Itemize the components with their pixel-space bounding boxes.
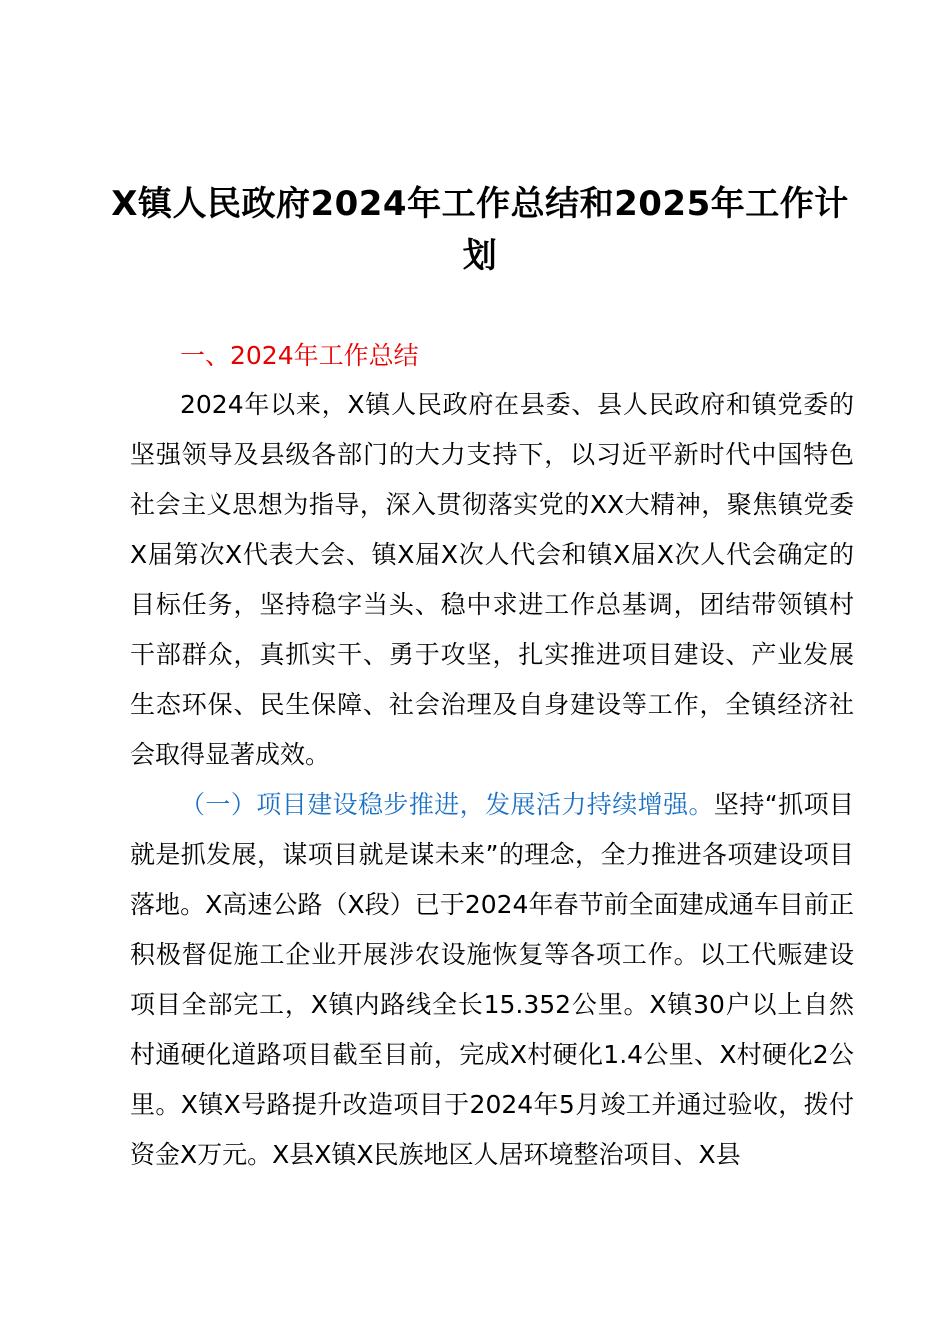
section-heading: 一、2024年工作总结: [180, 341, 419, 370]
intro-paragraph: 2024年以来，X镇人民政府在县委、县人民政府和镇党委的坚强领导及县级各部门的大力支持下，以习近平新时代中国特色社会主义思想为指导，深入贯彻落实党的XX大精神，聚焦镇党委X届第次X代表大会、镇X届X次人代会和镇X届X次人代会确定的目标任务，坚持稳字当头、稳中求进工作总基调，团结带领镇村干部群众，真抓实干、勇于攻坚，扎实推进项目建设、产业发展生态环保、民生保障、社会治理及自身建设等工作，全镇经济社会取得显著成效。: [130, 390, 854, 769]
document-title: X镇人民政府2024年工作总结和2025年工作计划: [111, 184, 849, 276]
subsection-heading: （一）项目建设稳步推进，发展活力持续增强。: [180, 790, 714, 819]
project-paragraph-text: 坚持“抓项目就是抓发展，谋项目就是谋未来”的理念，全力推进各项建设项目落地。X高速公路（X段）已于2024年春节前全面建成通车目前正积极督促施工企业开展涉农设施恢复等各项工作。以工代赈建设项目全部完工，X镇内路线全长15.352公里。X镇30户以上自然村通硬化道路项目截至目前，完成X村硬化1.4公里、X村硬化2公里。X镇X号路提升改造项目于2024年5月竣工并通过验收，拨付资金X万元。X县X镇X民族地区人居环境整治项目、X县: [130, 790, 854, 1169]
project-paragraph: [130, 780, 854, 1180]
